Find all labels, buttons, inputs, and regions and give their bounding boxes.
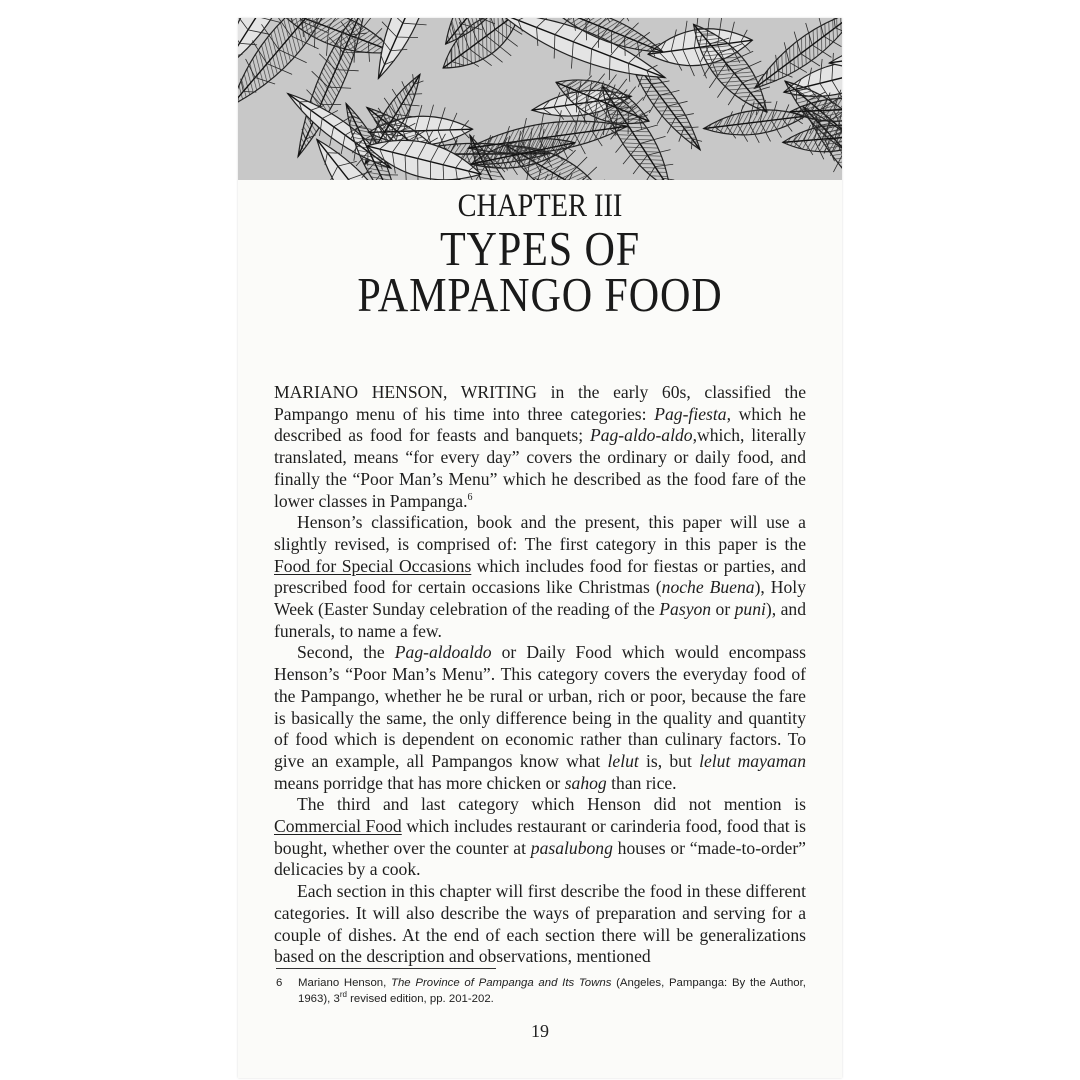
underlined-term-special-occasions: Food for Special Occasions xyxy=(274,555,472,576)
chapter-body xyxy=(274,382,806,968)
page-number: 19 xyxy=(531,1021,549,1041)
text: , which he described as food for feasts and banquets; xyxy=(274,403,806,446)
text: Each section in this chapter will first describe the food in these different categories. It will also describe the ways of preparation and serving for a couple of dishes. At the end of each section there will be generalizations based on the description and observations, mentioned xyxy=(274,881,806,967)
ordinal-suffix: rd xyxy=(339,990,347,1000)
paragraph-1 xyxy=(274,382,806,512)
term-pag-aldo-aldo: Pag-aldo-aldo xyxy=(589,425,693,446)
text: which includes restaurant or carinderia food, food that is bought, whether over the counter at xyxy=(274,816,806,858)
chapter-title-line-1: TYPES OF xyxy=(439,221,641,276)
banana-leaf-illustration xyxy=(238,18,842,180)
text: The third and last category which Henson did not mention is xyxy=(297,794,806,815)
term-sahog: sahog xyxy=(564,772,607,793)
text: or Daily Food which would encompass Henson’s “Poor Man’s Menu”. This category covers the everyday food of the Pampango, whether he be rural or urban, rich or poor, because the fare is basically the same, the only difference being in the quality and quantity of food which is dependent on economic rather than culinary factors. To give an example, all Pampangos know what xyxy=(274,642,806,771)
paragraph-5 xyxy=(274,881,806,968)
text: Henson’s classification, book and the present, this paper will use a slightly revised, is comprised of: The first category in this paper is the xyxy=(274,512,806,554)
footnote-text xyxy=(298,975,806,1007)
leaf-pattern-banner xyxy=(238,18,842,180)
paragraph-4 xyxy=(274,794,806,881)
term-puni: puni xyxy=(734,599,766,620)
text: (Angeles, Pampanga: By the Author, 1963), 3 xyxy=(298,977,806,1005)
term-pag-aldoaldo: Pag-aldoaldo xyxy=(394,642,492,663)
footnote xyxy=(276,975,806,1007)
term-pag-fiesta: Pag-fiesta xyxy=(654,403,727,424)
paragraph-2 xyxy=(274,512,806,642)
chapter-heading xyxy=(238,186,842,322)
text: which includes food for fiestas or parties, and prescribed food for certain occasions like Christmas ( xyxy=(274,555,806,598)
footnote-divider xyxy=(276,968,496,969)
text: ,which, literally translated, means “for every day” covers the ordinary or daily food, and finally the “Poor Man’s Menu” which he described as the food fare of the lower classes in Pampanga. xyxy=(274,425,806,511)
text: or xyxy=(711,599,735,620)
text: is, but xyxy=(638,750,700,771)
paragraph-3 xyxy=(274,642,806,794)
book-page xyxy=(238,18,842,1078)
text: Mariano Henson, xyxy=(298,977,392,989)
footnote-reference: 6 xyxy=(467,491,473,503)
footnote-number: 6 xyxy=(276,977,283,989)
underlined-term-commercial-food: Commercial Food xyxy=(274,816,402,837)
term-noche-buena: noche Buena xyxy=(661,577,755,598)
text: Second, the xyxy=(297,642,395,663)
text: ), and funerals, to name a few. xyxy=(274,599,806,641)
text: ), Holy Week (Easter Sunday celebration of the reading of the xyxy=(274,577,806,620)
text: than rice. xyxy=(606,772,677,793)
book-title: The Province of Pampanga and Its Towns xyxy=(391,977,612,989)
term-pasalubong: pasalubong xyxy=(530,837,613,858)
term-pasyon: Pasyon xyxy=(659,599,712,620)
text: means porridge that has more chicken or xyxy=(274,772,565,793)
text: revised edition, pp. 201-202. xyxy=(346,993,494,1005)
chapter-title-line-2: PAMPANGO FOOD xyxy=(357,267,723,322)
term-lelut-mayaman: lelut mayaman xyxy=(699,750,807,771)
text: MARIANO HENSON, WRITING in the early 60s, classified the Pampango menu of his time into three categories: xyxy=(274,382,806,424)
text: houses or “made-to-order” delicacies by a cook. xyxy=(274,837,806,880)
term-lelut: lelut xyxy=(607,750,639,771)
chapter-number: CHAPTER III xyxy=(457,188,623,224)
